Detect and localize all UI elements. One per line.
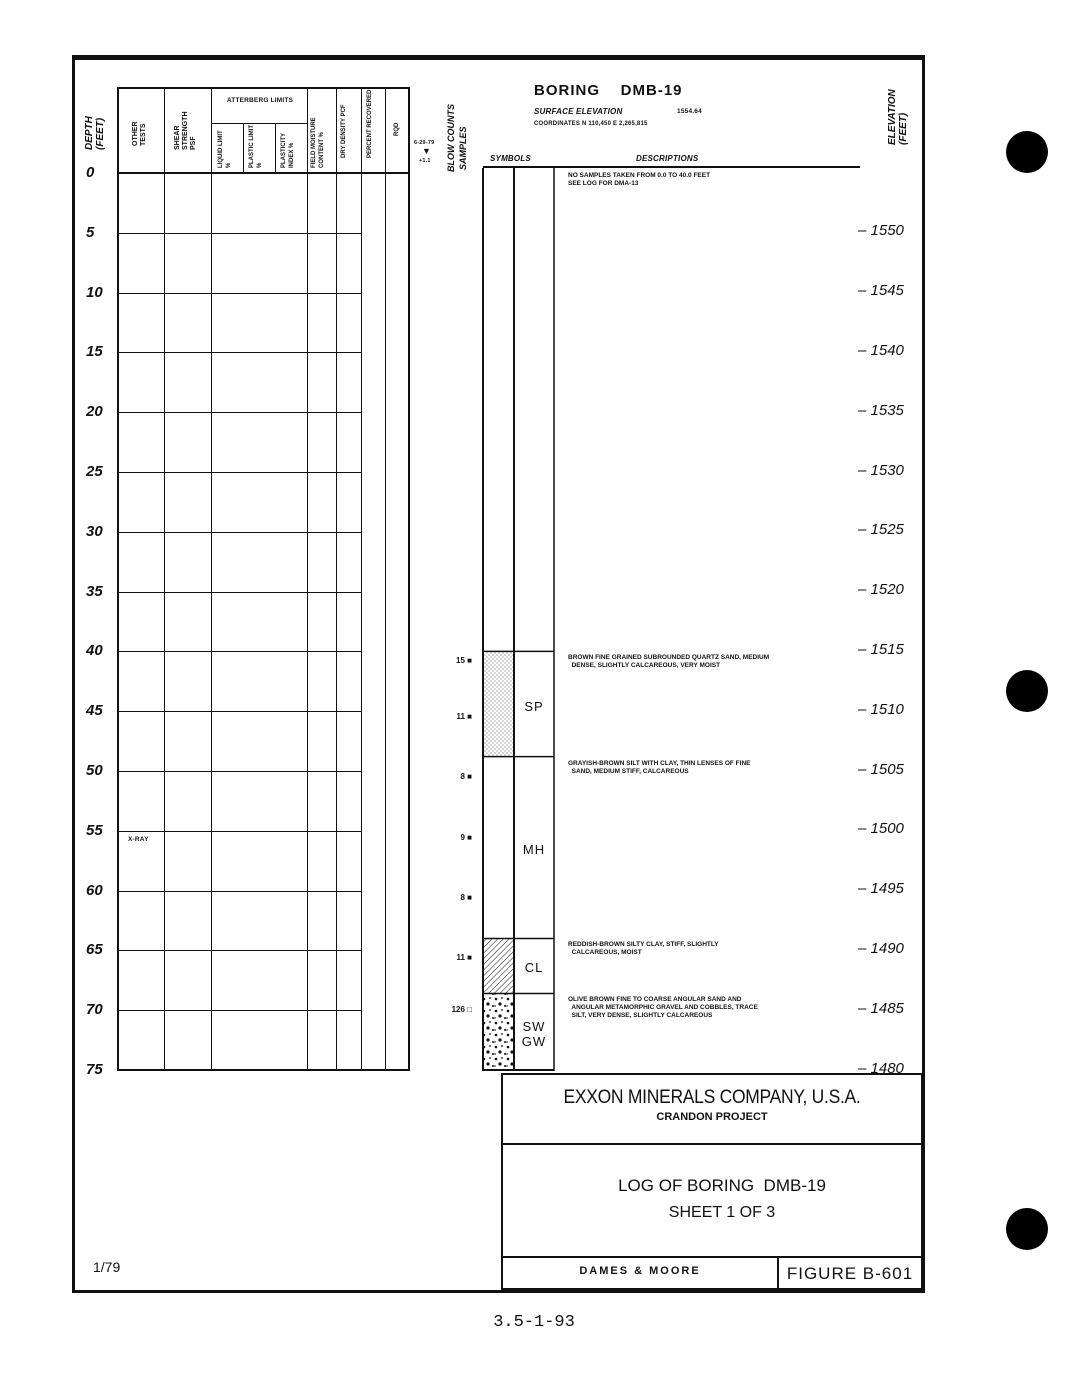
elevation-tick-label: – 1515 [858, 641, 904, 659]
soil-description: OLIVE BROWN FINE TO COARSE ANGULAR SAND AND ANGULAR METAMORPHIC GRAVEL AND COBBLES, TRACE SILT, VERY DENSE, SLIGHTLY CALCAREOUS [568, 996, 758, 1020]
boring-title: BORING DMB-19 [534, 82, 683, 99]
soil-code: SP [524, 698, 544, 714]
elevation-tick-label: – 1545 [858, 282, 904, 300]
depth-tick-mark [117, 711, 123, 712]
binder-hole-top [1006, 131, 1048, 173]
sheet-number: SHEET 1 OF 3 [668, 1204, 776, 1221]
date-note: 1/79 [93, 1259, 121, 1275]
depth-gridline [117, 891, 361, 892]
depth-tick-mark [117, 173, 123, 174]
depth-gridline [117, 950, 361, 951]
water-level-value: +1.1 [419, 158, 431, 164]
depth-tick-mark [117, 592, 123, 593]
elevation-tick-label: – 1495 [858, 880, 904, 898]
depth-tick-mark [117, 950, 123, 951]
stratigraphic-column [482, 168, 556, 1071]
blow-count: 15 ■ [456, 655, 472, 665]
elevation-tick-label: – 1520 [858, 581, 904, 599]
depth-tick-mark [117, 1070, 123, 1071]
plastic-limit-header: PLASTIC LIMIT % [249, 125, 263, 168]
coordinates: COORDINATES N 110,450 E 2,265,815 [534, 121, 648, 127]
depth-tick-mark [117, 412, 123, 413]
descriptions-label: DESCRIPTIONS [636, 154, 699, 163]
depth-tick-mark [117, 651, 123, 652]
depth-tick-mark [117, 233, 123, 234]
depth-gridline [117, 293, 361, 294]
depth-tick-label: 60 [86, 881, 103, 899]
depth-gridline [117, 711, 361, 712]
elevation-tick-label: – 1525 [858, 521, 904, 539]
lab-data-table [117, 87, 410, 1071]
elevation-tick-label: – 1500 [858, 820, 904, 838]
figure-number: FIGURE B-601 [786, 1264, 914, 1283]
liquid-limit-header: LIQUID LIMIT % [218, 130, 232, 168]
elevation-tick-label: – 1540 [858, 342, 904, 360]
stratum-pattern [484, 651, 514, 756]
moisture-content-header: FIELD MOISTURE CONTENT % [311, 117, 325, 168]
depth-tick-label: 5 [86, 223, 95, 241]
depth-gridline [117, 771, 361, 772]
depth-tick-mark [117, 472, 123, 473]
elevation-tick-label: – 1480 [858, 1059, 904, 1077]
elevation-tick-label: – 1530 [858, 461, 904, 479]
symbols-label: SYMBOLS [490, 154, 531, 163]
depth-gridline [117, 352, 361, 353]
depth-tick-mark [117, 891, 123, 892]
depth-tick-label: 55 [86, 821, 103, 839]
title-block-log [501, 1143, 923, 1258]
stratum-pattern [484, 993, 514, 1070]
soil-description: BROWN FINE GRAINED SUBROUNDED QUARTZ SAND, MEDIUM DENSE, SLIGHTLY CALCAREOUS, VERY MOIST [568, 654, 770, 670]
soil-description: REDDISH-BROWN SILTY CLAY, STIFF, SLIGHTLY CALCAREOUS, MOIST [568, 941, 719, 957]
depth-gridline [117, 412, 361, 413]
depth-tick-label: 45 [86, 702, 103, 720]
other-tests-header: OTHER TESTS [132, 121, 147, 146]
depth-gridline [117, 1010, 361, 1011]
elevation-tick-label: – 1550 [858, 222, 904, 240]
water-level-icon: ▼ [422, 146, 431, 156]
atterberg-limits-header: ATTERBERG LIMITS [226, 97, 294, 104]
samples-label: SAMPLES [458, 126, 468, 170]
title-block-company [501, 1073, 923, 1145]
depth-gridline [117, 1070, 410, 1071]
rqd-header: RQD [394, 122, 400, 136]
elevation-axis-label: ELEVATION (FEET) [887, 89, 909, 145]
blow-count: 11 ■ [456, 952, 472, 962]
depth-gridline [117, 233, 361, 234]
log-title: LOG OF BORING DMB-19 [618, 1176, 826, 1195]
depth-tick-mark [117, 532, 123, 533]
depth-axis-label: DEPTH (FEET) [84, 116, 106, 150]
depth-tick-label: 50 [86, 762, 103, 779]
binder-hole-bottom [1006, 1208, 1048, 1250]
blow-count: 9 ■ [460, 832, 472, 842]
depth-tick-label: 40 [86, 642, 103, 660]
depth-tick-label: 75 [86, 1061, 103, 1078]
soil-code: SW GW [521, 1018, 547, 1049]
depth-tick-mark [117, 1010, 123, 1011]
dry-density-header: DRY DENSITY PCF [341, 104, 347, 158]
depth-tick-mark [117, 352, 123, 353]
surface-elevation-value: 1554.64 [677, 108, 702, 115]
depth-gridline [117, 651, 361, 652]
blow-counts-label: BLOW COUNTS [446, 104, 456, 172]
blow-count: 8 ■ [460, 771, 472, 781]
depth-tick-label: 20 [86, 403, 103, 421]
depth-gridline [117, 592, 361, 593]
depth-tick-label: 30 [86, 522, 103, 540]
other-test-note: X-RAY [128, 836, 149, 843]
depth-tick-label: 65 [86, 941, 103, 959]
percent-recovered-header: PERCENT RECOVERED [367, 89, 373, 158]
stratum-pattern [484, 938, 514, 993]
depth-tick-mark [117, 771, 123, 772]
plasticity-index-header: PLASTICITY INDEX % [281, 133, 295, 168]
depth-tick-mark [117, 831, 123, 832]
shear-strength-header: SHEAR STRENGTH PSF [174, 111, 197, 150]
elevation-tick-label: – 1490 [858, 940, 904, 958]
surface-elevation-label: SURFACE ELEVATION [534, 107, 623, 116]
soil-code: MH [522, 842, 546, 858]
depth-tick-label: 25 [86, 463, 103, 480]
blow-count: 11 ■ [456, 712, 472, 722]
binder-hole-middle [1006, 670, 1048, 712]
firm-name: DAMES & MOORE [579, 1265, 701, 1277]
depth-gridline [117, 472, 361, 473]
depth-gridline [117, 831, 361, 832]
blow-count: 126 □ [451, 1005, 472, 1015]
company-name: EXXON MINERALS COMPANY, U.S.A. [563, 1087, 861, 1108]
depth-tick-label: 10 [86, 283, 103, 301]
depth-tick-label: 15 [86, 343, 103, 361]
depth-tick-label: 0 [86, 164, 95, 181]
elevation-tick-label: – 1510 [858, 700, 904, 718]
depth-tick-label: 35 [86, 582, 103, 600]
elevation-tick-label: – 1505 [858, 760, 904, 778]
blow-count: 8 ■ [460, 892, 472, 902]
depth-tick-label: 70 [86, 1001, 103, 1019]
elevation-tick-label: – 1535 [858, 401, 904, 419]
depth-tick-mark [117, 293, 123, 294]
soil-code: CL [524, 960, 544, 976]
project-name: CRANDON PROJECT [656, 1111, 768, 1123]
water-level-date: 6-29-79 [414, 140, 435, 146]
soil-description: GRAYISH-BROWN SILT WITH CLAY, THIN LENSES OF FINE SAND, MEDIUM STIFF, CALCAREOUS [568, 759, 751, 775]
page-number: 3.5-1-93 [493, 1313, 575, 1332]
elevation-tick-label: – 1485 [858, 999, 904, 1017]
soil-description: NO SAMPLES TAKEN FROM 0.0 TO 40.0 FEET SEE LOG FOR DMA-13 [568, 172, 711, 187]
depth-gridline [117, 532, 361, 533]
